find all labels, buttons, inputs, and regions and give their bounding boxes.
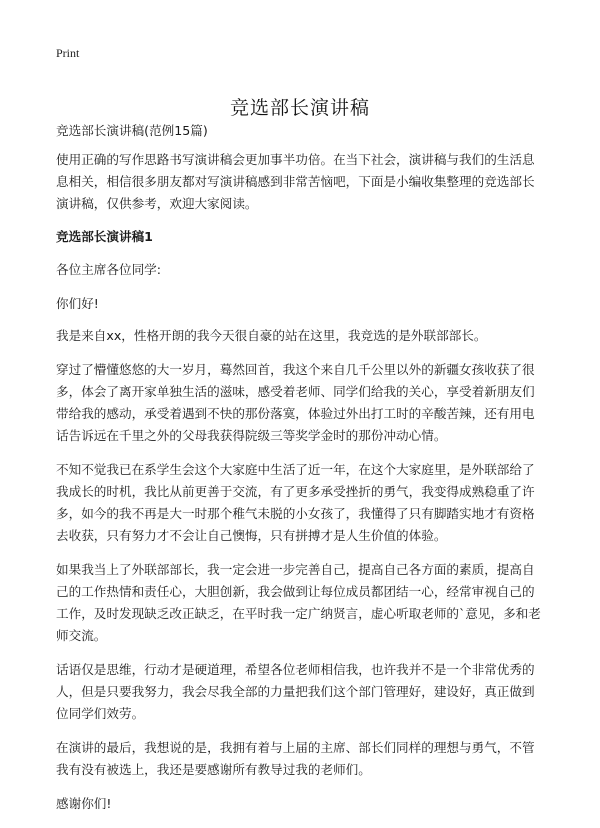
intro-paragraph: 使用正确的写作思路书写演讲稿会更加事半功倍。在当下社会，演讲稿与我们的生活息息相关，相信很多朋友都对写演讲稿感到非常苦恼吧，下面是小编收集整理的竞选部长演讲稿，仅供参考，欢迎大家阅读。 — [56, 152, 535, 211]
speech-paragraph: 不知不觉我已在系学生会这个大家庭中生活了近一年，在这个大家庭里，是外联部给了我成长的时机，我比从前更善于交流，有了更多承受挫折的勇气，我变得成熟稳重了许多，如今的我不再是大一时那个稚气未脱的小女孩了，我懂得了只有脚踏实地才有资格去收获，只有努力才不会让自己懊悔，只有拼搏才是人生价值的体验。 — [56, 462, 535, 543]
speech-paragraph: 我是来自xx，性格开朗的我今天很自豪的站在这里，我竞选的是外联部部长。 — [56, 328, 487, 343]
page-title: 竞选部长演讲稿 — [229, 96, 370, 119]
speech-paragraph: 如果我当上了外联部部长，我一定会进一步完善自己，提高自己各方面的素质，提高自己的工作热情和责任心，大胆创新，我会做到让每位成员都团结一心，经常审视自己的工作，及时发现缺乏改正缺乏，在平时我一定广纳贤言，虚心听取老师的`意见，多和老师交流。 — [56, 562, 541, 643]
document-subtitle: 竞选部长演讲稿(范例15篇) — [56, 123, 208, 138]
print-label: Print — [56, 46, 80, 60]
closing-line: 感谢你们! — [56, 796, 112, 811]
salutation: 各位主席各位同学: — [56, 262, 161, 277]
greeting: 你们好! — [56, 296, 99, 311]
section-heading: 竞选部长演讲稿1 — [56, 229, 153, 244]
document-body — [56, 120, 544, 827]
speech-paragraph: 话语仅是思维，行动才是硬道理，希望各位老师相信我，也许我并不是一个非常优秀的人，但是只要我努力，我会尽我全部的力量把我们这个部门管理好，建设好，真正做到位同学们效劳。 — [56, 662, 535, 721]
speech-paragraph: 穿过了懵懂悠悠的大一岁月，蓦然回首，我这个来自几千公里以外的新疆女孩收获了很多，体会了离开家单独生活的滋味，感受着老师、同学们给我的关心，享受着新朋友们带给我的感动，承受着遇到不快的那份落寞，体验过外出打工时的辛酸苦辣，还有用电话告诉远在千里之外的父母我获得院级三等奖学金时的那份冲动心情。 — [56, 362, 535, 443]
speech-paragraph: 在演讲的最后，我想说的是，我拥有着与上届的主席、部长们同样的理想与勇气，不管我有没有被选上，我还是要感谢所有教导过我的老师们。 — [56, 740, 535, 777]
